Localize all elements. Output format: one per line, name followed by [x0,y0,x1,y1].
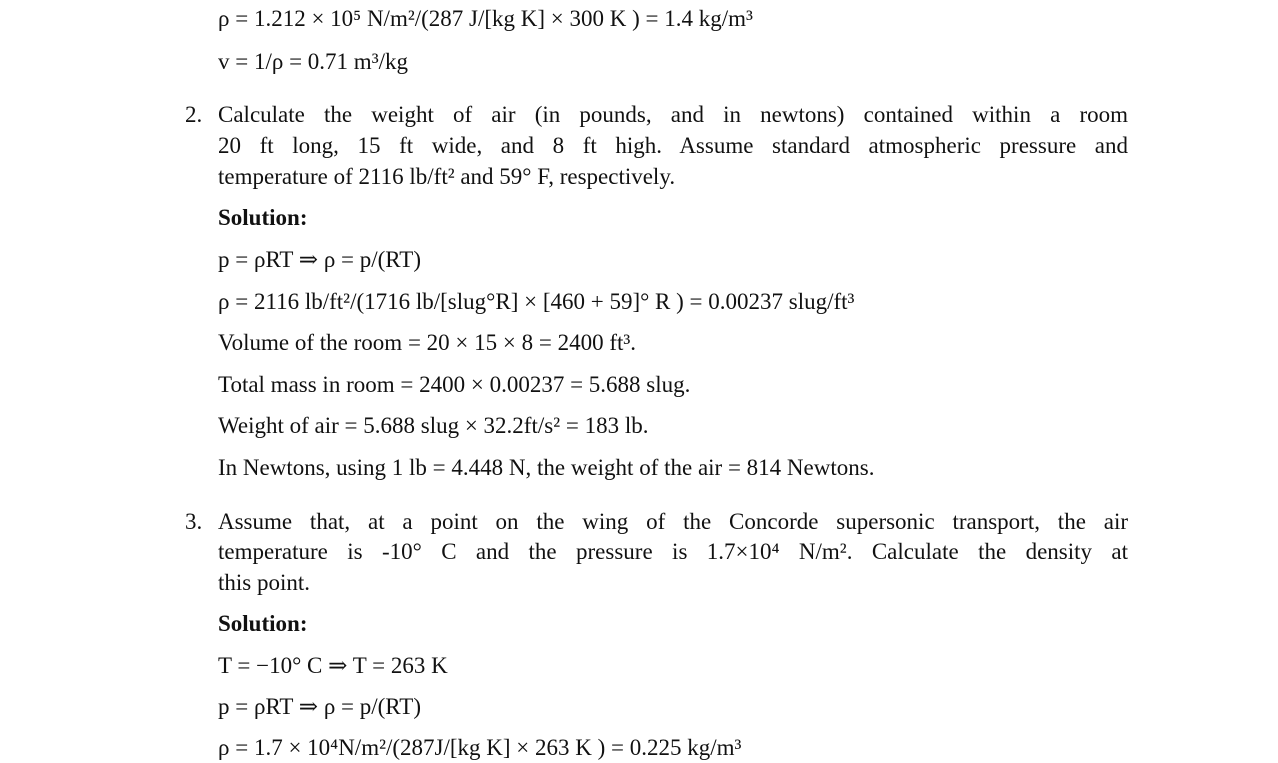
problem-number: 2. [185,102,203,127]
problem-statement-line: this point. [218,570,311,595]
problem-statement-line: temperature of 2116 lb/ft² and 59° F, respectively. [218,164,676,189]
solution-line: p = ρRT ⇒ ρ = p/(RT) [218,694,421,719]
solution-line: Volume of the room = 20 × 15 × 8 = 2400 ft³. [218,330,637,355]
equation-specific-volume: v = 1/ρ = 0.71 m³/kg [218,49,408,74]
problem-number: 3. [185,509,203,534]
solution-line: T = −10° C ⇒ T = 263 K [218,653,448,678]
equation-density-result: ρ = 1.212 × 10⁵ N/m²/(287 J/[kg K] × 300 K ) = 1.4 kg/m³ [218,6,753,31]
solution-line: Total mass in room = 2400 × 0.00237 = 5.688 slug. [218,372,691,397]
problem-statement-line: temperature is -10° C and the pressure is 1.7×10⁴ N/m². Calculate the density at [218,539,1128,564]
problem-statement-line: Assume that, at a point on the wing of the Concorde supersonic transport, the air [218,509,1128,534]
solution-line: ρ = 2116 lb/ft²/(1716 lb/[slug°R] × [460 + 59]° R ) = 0.00237 slug/ft³ [218,289,855,314]
solution-line: Weight of air = 5.688 slug × 32.2ft/s² = 183 lb. [218,413,649,438]
solution-line: In Newtons, using 1 lb = 4.448 N, the weight of the air = 814 Newtons. [218,455,875,480]
problem-statement-line: Calculate the weight of air (in pounds, and in newtons) contained within a room [218,102,1128,127]
solution-heading: Solution: [218,205,308,230]
problem-statement-line: 20 ft long, 15 ft wide, and 8 ft high. Assume standard atmospheric pressure and [218,133,1128,158]
solution-line: p = ρRT ⇒ ρ = p/(RT) [218,247,421,272]
solution-line: ρ = 1.7 × 10⁴N/m²/(287J/[kg K] × 263 K ) = 0.225 kg/m³ [218,735,742,760]
solution-heading: Solution: [218,611,308,636]
